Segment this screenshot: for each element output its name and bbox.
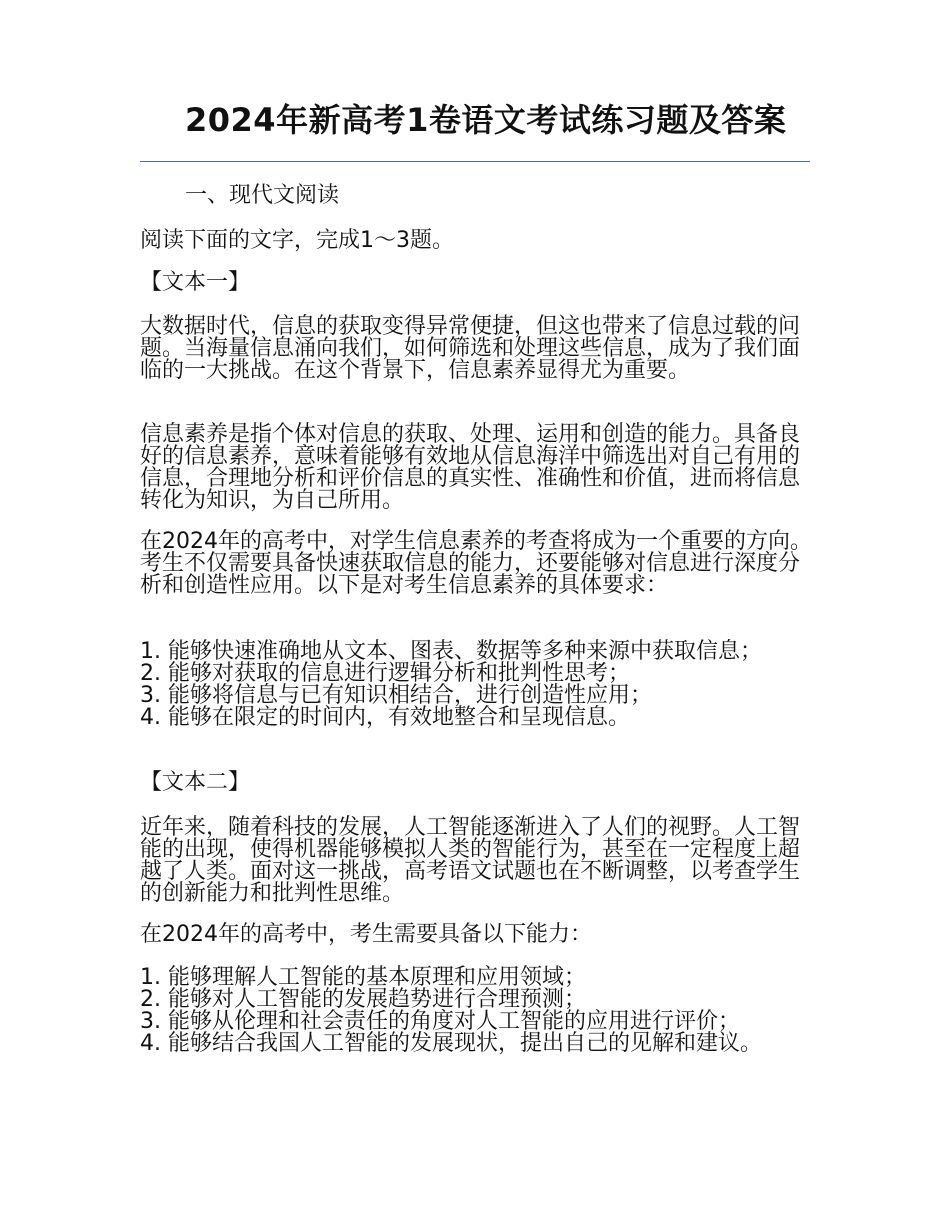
text-one-paragraph-2: 信息素养是指个体对信息的获取、处理、运用和创造的能力。具备良好的信息素养，意味着能够有效地从信息海洋中筛选出对自己有用的信息，合理地分析和评价信息的真实性、准确性和价值，进而将信息转化为知识，为自己所用。 (140, 422, 801, 513)
reading-instruction: 阅读下面的文字，完成1～3题。 (140, 228, 454, 253)
list-item: 3. 能够将信息与已有知识相结合，进行创造性应用； (140, 683, 652, 708)
list-item: 4. 能够在限定的时间内，有效地整合和呈现信息。 (140, 705, 630, 730)
title-underline (140, 161, 810, 162)
text-two-label: 【文本二】 (140, 770, 251, 795)
list-item: 3. 能够从伦理和社会责任的角度对人工智能的应用进行评价； (140, 1009, 740, 1034)
text-one-paragraph-3: 在2024年的高考中，对学生信息素养的考查将成为一个重要的方向。考生不仅需要具备快速获取信息的能力，还要能够对信息进行深度分析和创造性应用。以下是对考生信息素养的具体要求： (140, 529, 812, 598)
text-one-label: 【文本一】 (140, 270, 251, 295)
text-two-paragraph-1: 近年来，随着科技的发展，人工智能逐渐进入了人们的视野。人工智能的出现，使得机器能够模拟人类的智能行为，甚至在一定程度上超越了人类。面对这一挑战，高考语文试题也在不断调整，以考查学生的创新能力和批判性思维。 (140, 815, 801, 906)
list-item: 1. 能够快速准确地从文本、图表、数据等多种来源中获取信息； (140, 639, 762, 664)
list-item: 1. 能够理解人工智能的基本原理和应用领域； (140, 965, 586, 990)
section-heading: 一、现代文阅读 (185, 183, 340, 208)
list-item: 4. 能够结合我国人工智能的发展现状，提出自己的见解和建议。 (140, 1031, 762, 1056)
text-one-requirements-list (140, 641, 812, 729)
list-item: 2. 能够对人工智能的发展趋势进行合理预测； (140, 987, 586, 1012)
text-two-paragraph-2: 在2024年的高考中，考生需要具备以下能力： (140, 922, 592, 947)
text-one-paragraph-1: 大数据时代，信息的获取变得异常便捷，但这也带来了信息过载的问题。当海量信息涌向我们，如何筛选和处理这些信息，成为了我们面临的一大挑战。在这个背景下，信息素养显得尤为重要。 (140, 314, 801, 383)
document-title: 2024年新高考1卷语文考试练习题及答案 (185, 101, 787, 139)
text-two-abilities-list (140, 967, 812, 1055)
list-item: 2. 能够对获取的信息进行逻辑分析和批判性思考； (140, 661, 630, 686)
